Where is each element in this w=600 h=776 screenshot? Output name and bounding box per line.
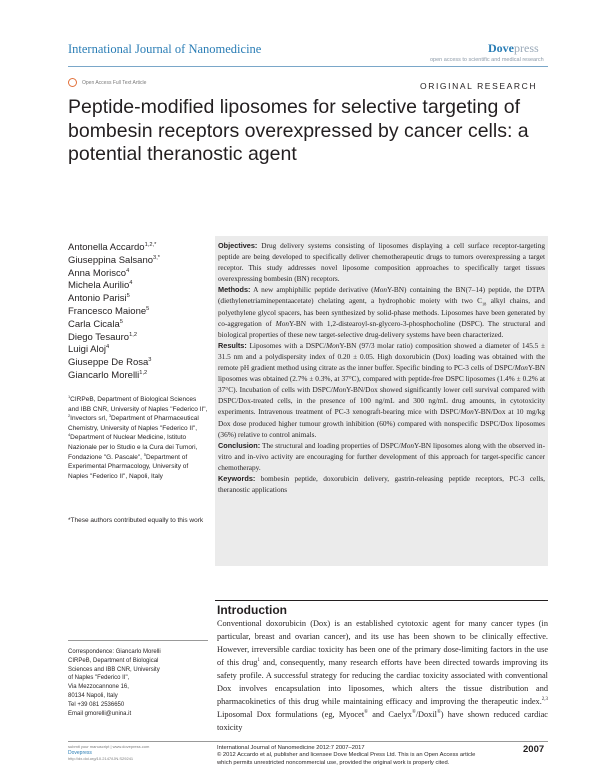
publisher-logo: Dovepress bbox=[488, 41, 539, 55]
footer-rule bbox=[68, 741, 548, 742]
author: Giancarlo Morelli$^{1,2}$ bbox=[68, 369, 148, 381]
correspondence-email[interactable]: Email gmorelli@unina.it bbox=[68, 710, 132, 717]
open-access-label: Open Access Full Text Article bbox=[82, 80, 147, 86]
abstract-methods: Methods: A new amphiphilic peptide derivative (MonY-BN) containing the BN(7–14) peptide, the DTPA (diethylenetriaminepentaacetate) chelating agent, a hydrophobic moiety with two $C_{18}$ alkyl chains, and polyethylene glycol spacers, has been synthesized by solid-phase methods. Liposomes have been generated by co-aggregation of MonY-BN with 1,2-distearoyl-sn-glycero-3-phosphocholine (DSPC). The structural and biological properties of these new target-selective drug-delivery systems have been characterized. bbox=[218, 285, 545, 339]
author: Antonio Parisi$^5$ bbox=[68, 293, 130, 305]
footer-citation: International Journal of Nanomedicine 2012:7 2007–2017 © 2012 Accardo et al, publisher and licensee Dove Medical Press Ltd. This is an Open Access article which permits unrestricted noncommercial use, provided the original work is properly cited. bbox=[217, 745, 476, 766]
correspondence: Correspondence: Giancarlo Morelli CIRPeB, Department of Biological Sciences and IBB CNR, University of Naples "Federico II", Via Mezzocannone 16, 80134 Napoli, Italy Tel +39 081 2536650 Email gmorelli@unina.it bbox=[68, 648, 208, 718]
author: Giuseppina Salsano$^{3,*}$ bbox=[68, 254, 161, 266]
author: Diego Tesauro$^{1,2}$ bbox=[68, 331, 138, 343]
author-list bbox=[68, 242, 208, 383]
submit-link[interactable]: submit your manuscript | www.dovepress.com bbox=[68, 744, 150, 749]
article-title: Peptide-modified liposomes for selective targeting of bombesin receptors overexpressed by cancer cells: a potential theranostic agent bbox=[68, 96, 529, 165]
author: Luigi Aloj$^4$ bbox=[68, 344, 110, 356]
abstract-objectives: Objectives: Drug delivery systems consisting of liposomes displaying a cell surface receptor-targeting peptide are being developed to specifically deliver chemotherapeutic drugs to tumors overexpressing a target receptor. This study addresses novel liposome composition approaches to specifically target tissues overexpressing bombesin (BN) receptors. bbox=[218, 241, 545, 284]
author: Giuseppe De Rosa$^3$ bbox=[68, 357, 152, 369]
abstract-conclusion: Conclusion: The structural and loading properties of DSPC/MonY-BN liposomes along with the observed in-vitro and in-vivo activity are encouraging for further development of this approach for target-specific cancer chemotherapy. bbox=[218, 440, 545, 472]
page-number: 2007 bbox=[523, 744, 545, 755]
abstract bbox=[218, 240, 545, 495]
author: Antonella Accardo$^{1,2,*}$ bbox=[68, 241, 157, 253]
intro-text: Conventional doxorubicin (Dox) is an established cytotoxic agent for many cancer types (in particular, breast and ovarian cancer), and its use has been shown to be clinically effective. However, irreversible cardiac toxicity has been one of the primary dose-limiting factors in the use of this drug$^1$ and, consequently, many research efforts have been directed towards improving its safety profile. A successful strategy for reducing the cardiac toxicity associated with conventional Dox involves encapsulation into liposomes, which alters the tissue distribution and pharmacokinetics of this drug while maintaining efficacy and improving the therapeutic index.$^{2,3}$ Liposomal Dox formulations (eg, Myocet® and Caelyx®/Doxil®) have shown reduced cardiac toxicity bbox=[217, 619, 548, 732]
equal-contribution-note: *These authors contributed equally to this work bbox=[68, 517, 204, 524]
abstract-keywords: Keywords: bombesin peptide, doxorubicin delivery, gastrin-releasing peptide receptors, PC-3 cells, theranostic applications bbox=[218, 473, 545, 495]
author: Francesco Maione$^5$ bbox=[68, 305, 150, 317]
article-type: ORIGINAL RESEARCH bbox=[420, 81, 538, 91]
journal-name: International Journal of Nanomedicine bbox=[68, 42, 262, 56]
author: Michela Aurilio$^4$ bbox=[68, 280, 133, 292]
affiliations: $^1$CIRPeB, Department of Biological Sciences and IBB CNR, University of Naples "Federico II", $^2$Invectors srl, $^3$Department of Pharmaceutical Chemistry, University of Naples "Federico II", $^4$Department of Nuclear Medicine, Istituto Nazionale per lo Studio e la Cura dei Tumori, Fondazione "G. Pascale", $^5$Department of Experimental Pharmacology, University of Naples "Federico II", Napoli, Italy bbox=[68, 393, 208, 480]
footer-left bbox=[68, 744, 208, 762]
doi-link[interactable]: http://dx.doi.org/10.2147/IJN.S29241 bbox=[68, 756, 134, 761]
section-heading: Introduction bbox=[217, 603, 287, 617]
author: Anna Morisco$^4$ bbox=[68, 267, 130, 279]
correspondence-rule bbox=[68, 640, 208, 641]
publisher-tagline: open access to scientific and medical research bbox=[430, 57, 544, 63]
footer-publisher: Dovepress bbox=[68, 750, 92, 756]
header-rule bbox=[68, 66, 548, 67]
intro-rule bbox=[215, 600, 548, 601]
author: Carla Cicala$^5$ bbox=[68, 318, 123, 330]
abstract-results: Results: Liposomes with a DSPC/MonY-BN (97/3 molar ratio) composition showed a diameter of 145.5 ± 31.5 nm and a polydispersity index of 0.20 ± 0.05. High doxorubicin (Dox) loading was obtained with the remote pH gradient method using citrate as the inner buffer. Specific binding to PC-3 cells of DSPC/MonY-BN liposomes was obtained (2.7% ± 0.3%, at 37°C), compared with peptide-free DSPC liposomes (1.4% ± 0.2% at 37°C). Incubation of cells with DSPC/MonY-BN/Dox showed significantly lower cell survival compared with DSPC/Dox-treated cells, in the presence of 100 ng/mL and 300 ng/mL drug amounts, in cytotoxicity experiments. Intravenous treatment of PC-3 xenograft-bearing mice with DSPC/MonY-BN/Dox at 10 mg/kg Dox dose produced higher tumour growth inhibition (60%) compared with nonspecific DSPC/Dox liposomes (36%) relative to control animals. bbox=[218, 340, 545, 439]
open-access-icon bbox=[68, 78, 77, 87]
